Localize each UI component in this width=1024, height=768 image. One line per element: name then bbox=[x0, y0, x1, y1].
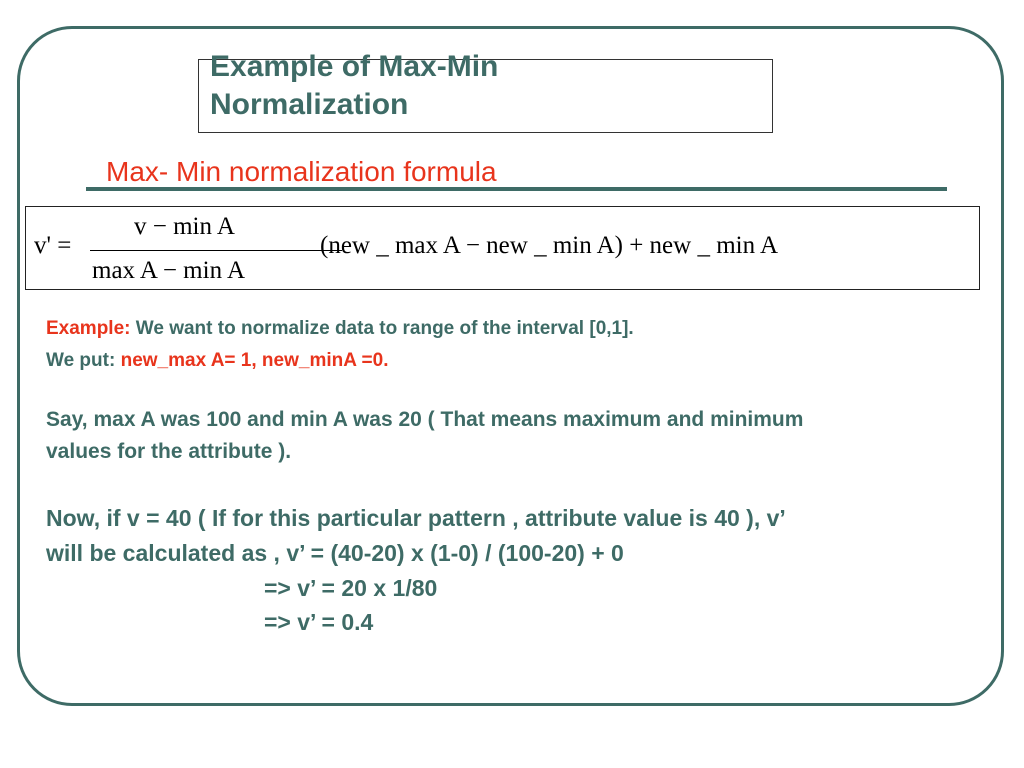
formula-lhs: v' = bbox=[34, 232, 72, 259]
we-put-line bbox=[46, 350, 388, 372]
example-line bbox=[46, 318, 634, 340]
calc-step-2: => v’ = 0.4 bbox=[264, 609, 374, 635]
we-put-label: We put: bbox=[46, 350, 121, 371]
page-title bbox=[210, 48, 498, 124]
now-line-1: Now, if v = 40 ( If for this particular pattern , attribute value is 40 ), v’ bbox=[46, 505, 786, 531]
say-line-1: Say, max A was 100 and min A was 20 ( That means maximum and minimum bbox=[46, 408, 804, 431]
fraction-bar bbox=[90, 250, 342, 251]
example-label: Example: bbox=[46, 318, 131, 339]
title-line-2: Normalization bbox=[210, 88, 409, 121]
say-line-2: values for the attribute ). bbox=[46, 440, 292, 463]
now-line-2: will be calculated as , v’ = (40-20) x (1-0) / (100-20) + 0 bbox=[46, 540, 624, 566]
formula-heading: Max- Min normalization formula bbox=[106, 156, 497, 187]
we-put-value: new_max A= 1, new_minA =0. bbox=[120, 350, 389, 371]
formula-denominator: max A − min A bbox=[92, 257, 246, 284]
formula-rhs: (new _ max A − new _ min A) + new _ min A bbox=[320, 232, 779, 259]
formula-numerator: v − min A bbox=[134, 213, 235, 240]
heading-underline bbox=[86, 187, 947, 191]
formula-box bbox=[25, 206, 980, 290]
calc-step-1: => v’ = 20 x 1/80 bbox=[264, 575, 438, 601]
title-box bbox=[198, 50, 773, 133]
title-line-1: Example of Max-Min bbox=[210, 50, 499, 83]
example-text: We want to normalize data to range of the interval [0,1]. bbox=[130, 318, 634, 339]
